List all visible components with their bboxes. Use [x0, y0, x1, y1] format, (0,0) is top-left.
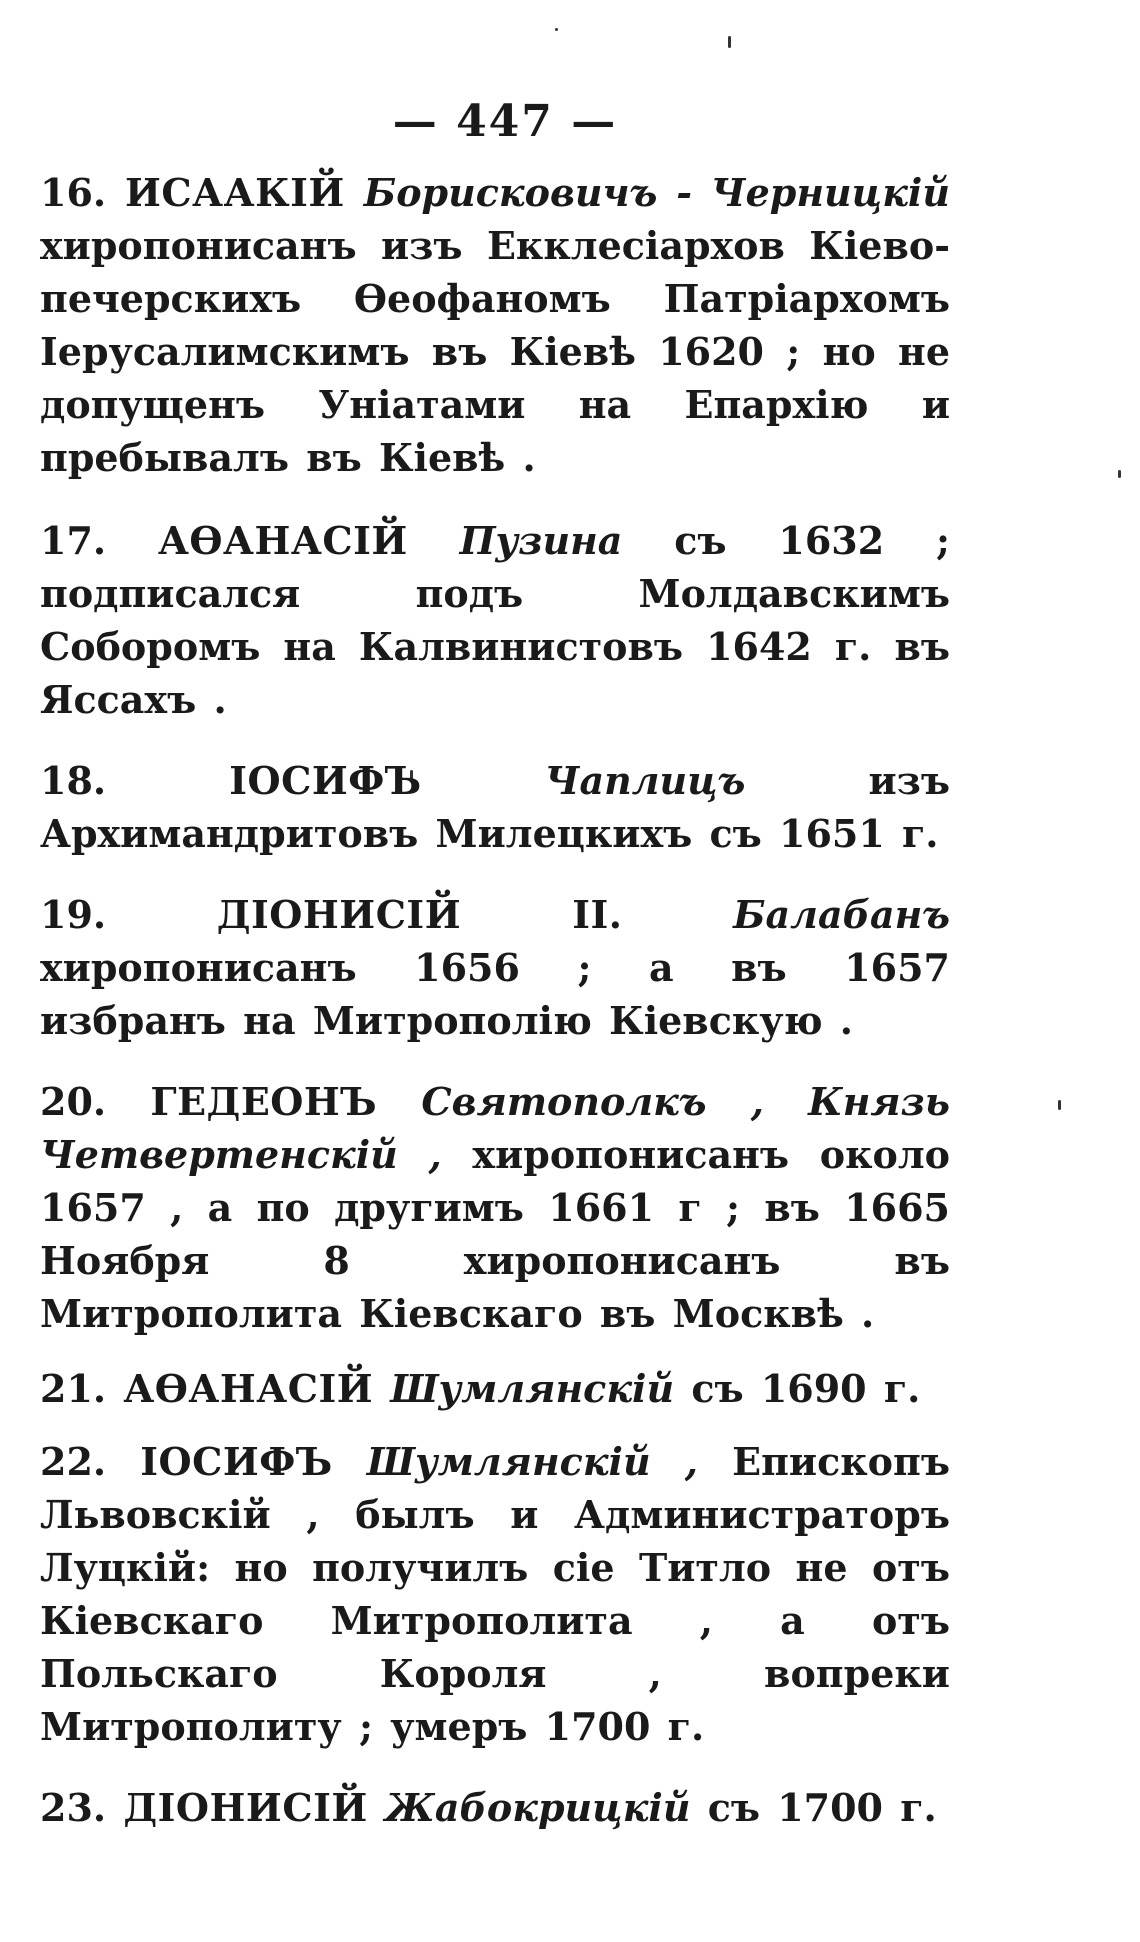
entry-surname: Шумлянскій — [390, 1366, 675, 1411]
entry-name: ІОСИФЪ — [140, 1439, 333, 1484]
entry-number: 21. — [40, 1366, 107, 1411]
entry-16 — [40, 166, 950, 484]
entry-name: ГЕДЕОНЪ — [150, 1079, 378, 1124]
ink-speck — [1118, 470, 1121, 478]
page-number: — 447 — — [392, 96, 618, 147]
entry-surname: Шумлянскій , — [366, 1439, 698, 1484]
entry-number: 22. — [40, 1439, 107, 1484]
entry-number: 23. — [40, 1785, 107, 1830]
entry-19 — [40, 888, 950, 1047]
entry-22 — [40, 1435, 950, 1753]
entry-text: съ 1632 ; подписался подъ Молдавскимъ Соборомъ на Калвинистовъ 1642 г. въ Яссахъ . — [40, 518, 951, 722]
ink-speck — [1058, 1100, 1061, 1110]
entry-number: 16. — [40, 170, 107, 215]
entry-name: ИСААКІЙ — [125, 170, 345, 215]
ink-speck — [728, 36, 731, 48]
entry-number: 19. — [40, 892, 107, 937]
entry-text: хиропонисанъ около 1657 , а по другимъ 1661 г ; въ 1665 Ноября 8 хиропонисанъ въ Митрополита Кіевскаго въ Москвѣ . — [40, 1132, 951, 1336]
entry-number: 18. — [40, 758, 107, 803]
entry-text: съ 1700 г. — [707, 1785, 937, 1830]
entry-name: АӨАНАСІЙ — [157, 518, 408, 563]
entry-surname: Жабокрицкій — [385, 1785, 691, 1830]
entry-surname: Балабанъ — [733, 892, 951, 937]
entry-18 — [40, 754, 950, 860]
entry-surname: Борисковичъ - Черницкій — [363, 170, 950, 215]
entry-21 — [40, 1362, 950, 1415]
entry-number: 17. — [40, 518, 107, 563]
entry-name: ДІОНИСІЙ — [123, 1785, 368, 1830]
entry-23 — [40, 1781, 950, 1834]
entry-surname: Святополкъ , Князь Четвертенскій , — [40, 1079, 950, 1177]
entry-number: 20. — [40, 1079, 107, 1124]
entry-17 — [40, 514, 950, 726]
document-page — [40, 96, 950, 1834]
entry-name: ДІОНИСІЙ II. — [216, 892, 623, 937]
entry-surname: Чаплицъ — [544, 758, 746, 803]
entry-20 — [40, 1075, 950, 1340]
entry-text: Епископъ Львовскій , былъ и Администраторъ Луцкій: но получилъ сіе Титло не отъ Кіевскаго Митрополита , а отъ Польскаго Короля , вопреки Митрополиту ; умеръ 1700 г. — [40, 1439, 950, 1749]
entry-text: хиропонисанъ изъ Екклесіархов Кіево-печерскихъ Өеофаномъ Патріархомъ Іерусалимскимъ въ Кіевѣ 1620 ; но не допущенъ Уніатами на Епархію и пребывалъ въ Кіевѣ . — [40, 223, 950, 480]
ink-speck — [555, 28, 558, 31]
entry-text: хиропонисанъ 1656 ; а въ 1657 избранъ на Митрополію Кіевскую . — [40, 945, 950, 1043]
entry-text: изъ Архимандритовъ Милецкихъ съ 1651 г. — [40, 758, 951, 856]
entry-surname: Пузина — [459, 518, 623, 563]
entry-name: АӨАНАСІЙ — [123, 1366, 374, 1411]
entry-name: ІОСИФЪ — [229, 758, 422, 803]
entry-text: съ 1690 г. — [691, 1366, 921, 1411]
